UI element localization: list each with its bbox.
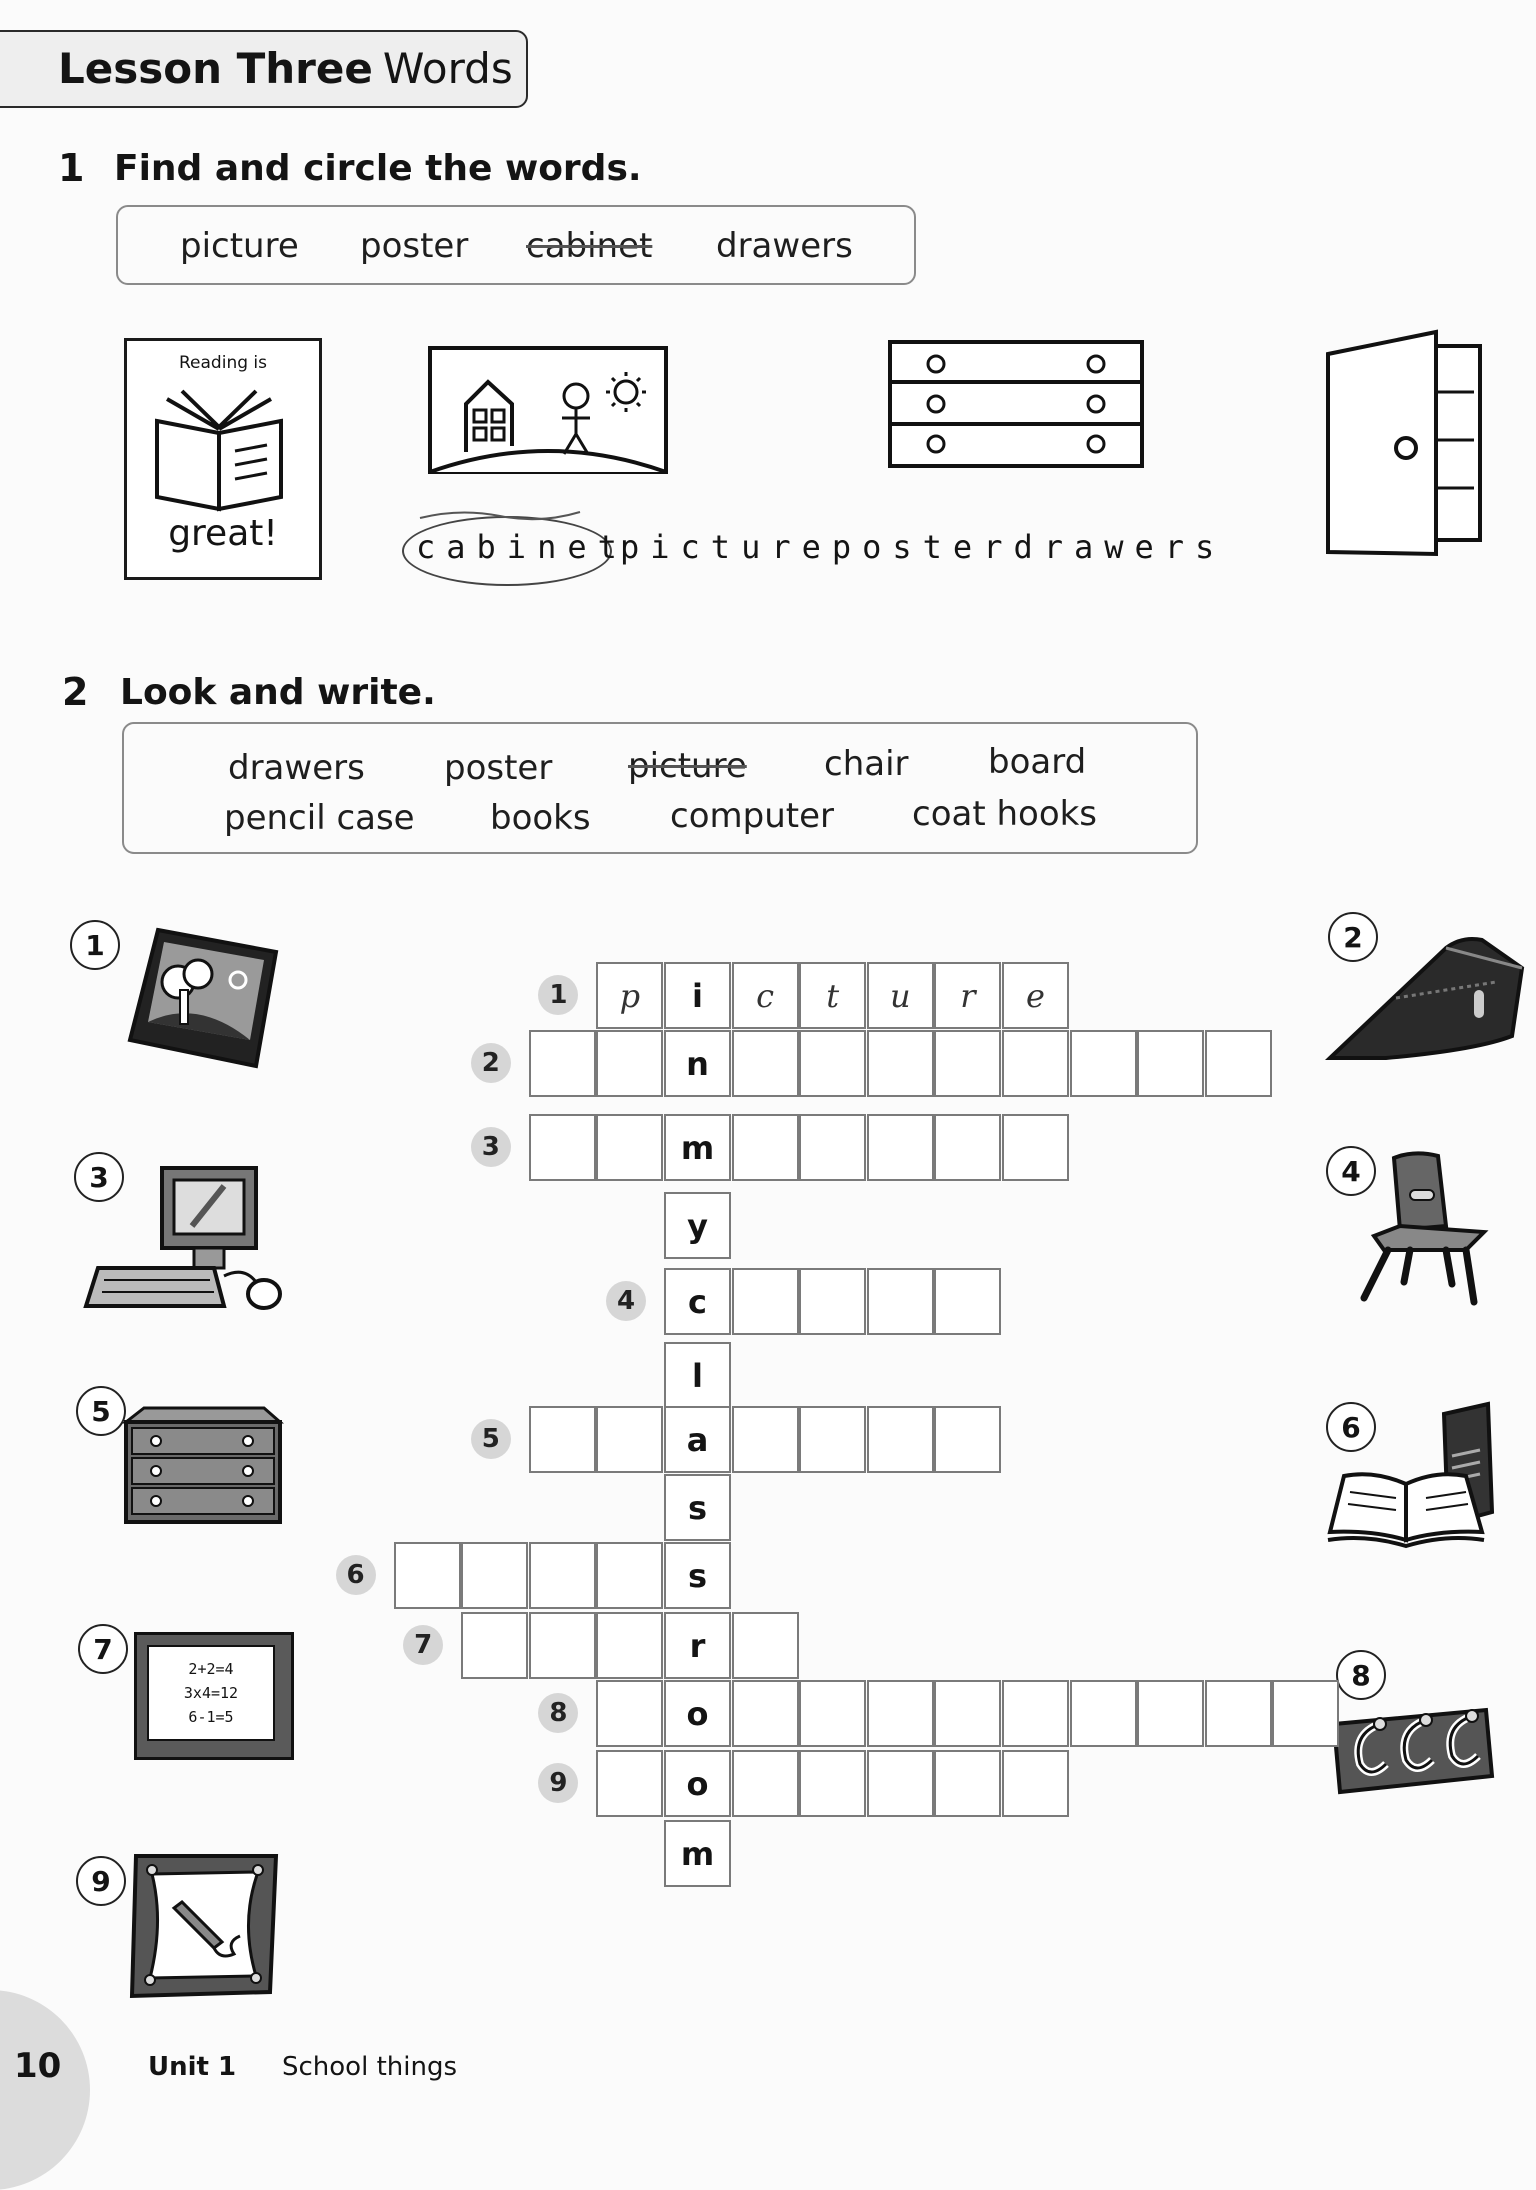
lesson-title-main: Lesson Three <box>58 44 373 93</box>
crossword-empty-cell[interactable] <box>1002 1030 1069 1097</box>
crossword-empty-cell[interactable] <box>799 1268 866 1335</box>
page-number: 10 <box>14 2046 62 2086</box>
word-bank-item: pencil case <box>224 798 415 838</box>
crossword-clue-number: 2 <box>471 1043 511 1083</box>
crossword-empty-cell[interactable] <box>732 1750 799 1817</box>
poster-text-bottom: great! <box>168 513 278 554</box>
crossword-key-cell[interactable]: o <box>664 1750 731 1817</box>
crossword-empty-cell[interactable] <box>461 1612 528 1679</box>
crossword-empty-cell[interactable] <box>529 1406 596 1473</box>
crossword-clue-number: 1 <box>538 975 578 1015</box>
crossword-clue-number: 8 <box>538 1693 578 1733</box>
crossword-empty-cell[interactable] <box>394 1542 461 1609</box>
word-bank-item: coat hooks <box>912 794 1098 834</box>
crossword-empty-cell[interactable] <box>596 1750 663 1817</box>
picture-number-5: 5 <box>76 1386 126 1436</box>
crossword-filled-cell[interactable]: u <box>867 962 934 1029</box>
word-bank-item: board <box>988 742 1087 782</box>
crossword-empty-cell[interactable] <box>1002 1680 1069 1747</box>
picture-number-7: 7 <box>78 1624 128 1674</box>
crossword-key-cell[interactable]: s <box>664 1542 731 1609</box>
section2-number: 2 <box>62 670 89 714</box>
word-bank-item: computer <box>670 796 834 836</box>
crossword-clue-number: 9 <box>538 1763 578 1803</box>
crossword-empty-cell[interactable] <box>596 1612 663 1679</box>
crossword-empty-cell[interactable] <box>1137 1030 1204 1097</box>
crossword-empty-cell[interactable] <box>529 1114 596 1181</box>
crossword-empty-cell[interactable] <box>934 1406 1001 1473</box>
word-search-circled: cabinet <box>416 528 628 566</box>
crossword-empty-cell[interactable] <box>1070 1680 1137 1747</box>
crossword-empty-cell[interactable] <box>867 1114 934 1181</box>
lesson-title-sub: Words <box>382 44 513 93</box>
word-search-letters: pictureposterdrawers <box>620 528 1226 566</box>
word-bank-item-crossed: picture <box>628 746 747 786</box>
board-line: 3x4=12 <box>183 1684 239 1702</box>
picture-number-9: 9 <box>76 1856 126 1906</box>
crossword-filled-cell[interactable]: t <box>799 962 866 1029</box>
crossword-empty-cell[interactable] <box>732 1680 799 1747</box>
crossword-empty-cell[interactable] <box>732 1114 799 1181</box>
crossword-empty-cell[interactable] <box>1205 1030 1272 1097</box>
crossword-empty-cell[interactable] <box>934 1268 1001 1335</box>
crossword-empty-cell[interactable] <box>461 1542 528 1609</box>
word-bank-item: drawers <box>228 748 365 788</box>
word-bank-item: poster <box>360 226 469 266</box>
crossword-key-cell[interactable]: l <box>664 1342 731 1409</box>
crossword-filled-cell[interactable]: r <box>934 962 1001 1029</box>
crossword-filled-cell[interactable]: c <box>732 962 799 1029</box>
word-bank-item: chair <box>824 744 909 784</box>
crossword-clue-number: 5 <box>471 1419 511 1459</box>
crossword-empty-cell[interactable] <box>799 1030 866 1097</box>
crossword-clue-number: 6 <box>336 1555 376 1595</box>
crossword-key-cell[interactable]: m <box>664 1820 731 1887</box>
crossword-empty-cell[interactable] <box>732 1406 799 1473</box>
crossword-key-cell[interactable]: y <box>664 1192 731 1259</box>
crossword-empty-cell[interactable] <box>596 1542 663 1609</box>
crossword-empty-cell[interactable] <box>732 1030 799 1097</box>
crossword-key-cell[interactable]: n <box>664 1030 731 1097</box>
picture-number-6: 6 <box>1326 1402 1376 1452</box>
picture-number-3: 3 <box>74 1152 124 1202</box>
crossword-empty-cell[interactable] <box>867 1268 934 1335</box>
picture-number-2: 2 <box>1328 912 1378 962</box>
crossword-empty-cell[interactable] <box>596 1406 663 1473</box>
word-bank-item: picture <box>180 226 299 266</box>
word-bank-item-crossed: cabinet <box>526 226 653 266</box>
crossword-key-cell[interactable]: c <box>664 1268 731 1335</box>
crossword-empty-cell[interactable] <box>1137 1680 1204 1747</box>
crossword-empty-cell[interactable] <box>867 1406 934 1473</box>
footer-unit: Unit 1 <box>148 2052 237 2082</box>
crossword-empty-cell[interactable] <box>529 1030 596 1097</box>
board-line: 2+2=4 <box>188 1660 234 1678</box>
section1-number: 1 <box>58 146 85 190</box>
crossword-empty-cell[interactable] <box>799 1406 866 1473</box>
board-line: 6-1=5 <box>188 1708 234 1726</box>
section1-instruction: Find and circle the words. <box>114 148 642 189</box>
word-bank-item: books <box>490 798 591 838</box>
word-bank-item: poster <box>444 748 553 788</box>
crossword-filled-cell[interactable]: p <box>596 962 663 1029</box>
crossword-empty-cell[interactable] <box>1002 1750 1069 1817</box>
crossword-key-cell[interactable]: i <box>664 962 731 1029</box>
crossword-key-cell[interactable]: a <box>664 1406 731 1473</box>
crossword-empty-cell[interactable] <box>867 1680 934 1747</box>
crossword-empty-cell[interactable] <box>799 1680 866 1747</box>
picture-number-8: 8 <box>1336 1650 1386 1700</box>
crossword-clue-number: 4 <box>606 1281 646 1321</box>
crossword-empty-cell[interactable] <box>799 1114 866 1181</box>
crossword-empty-cell[interactable] <box>934 1680 1001 1747</box>
poster-text-top: Reading is <box>179 353 267 373</box>
crossword-filled-cell[interactable]: e <box>1002 962 1069 1029</box>
crossword-empty-cell[interactable] <box>732 1268 799 1335</box>
crossword-key-cell[interactable]: s <box>664 1474 731 1541</box>
word-bank-item: drawers <box>716 226 853 266</box>
crossword-empty-cell[interactable] <box>934 1750 1001 1817</box>
crossword-empty-cell[interactable] <box>1002 1114 1069 1181</box>
crossword-empty-cell[interactable] <box>1205 1680 1272 1747</box>
crossword-empty-cell[interactable] <box>529 1542 596 1609</box>
crossword-empty-cell[interactable] <box>799 1750 866 1817</box>
footer-topic: School things <box>282 2052 458 2082</box>
crossword-clue-number: 3 <box>471 1127 511 1167</box>
crossword-empty-cell[interactable] <box>596 1680 663 1747</box>
section2-instruction: Look and write. <box>120 672 436 713</box>
picture-number-4: 4 <box>1326 1146 1376 1196</box>
crossword-empty-cell[interactable] <box>867 1750 934 1817</box>
crossword-empty-cell[interactable] <box>596 1030 663 1097</box>
crossword-empty-cell[interactable] <box>1272 1680 1339 1747</box>
crossword-key-cell[interactable]: r <box>664 1612 731 1679</box>
picture-number-1: 1 <box>70 920 120 970</box>
crossword-clue-number: 7 <box>403 1625 443 1665</box>
crossword-empty-cell[interactable] <box>934 1030 1001 1097</box>
crossword-empty-cell[interactable] <box>867 1030 934 1097</box>
crossword-key-cell[interactable]: m <box>664 1114 731 1181</box>
crossword-empty-cell[interactable] <box>1070 1030 1137 1097</box>
crossword-key-cell[interactable]: o <box>664 1680 731 1747</box>
crossword-empty-cell[interactable] <box>596 1114 663 1181</box>
crossword-empty-cell[interactable] <box>529 1612 596 1679</box>
crossword-empty-cell[interactable] <box>934 1114 1001 1181</box>
crossword-empty-cell[interactable] <box>732 1612 799 1679</box>
